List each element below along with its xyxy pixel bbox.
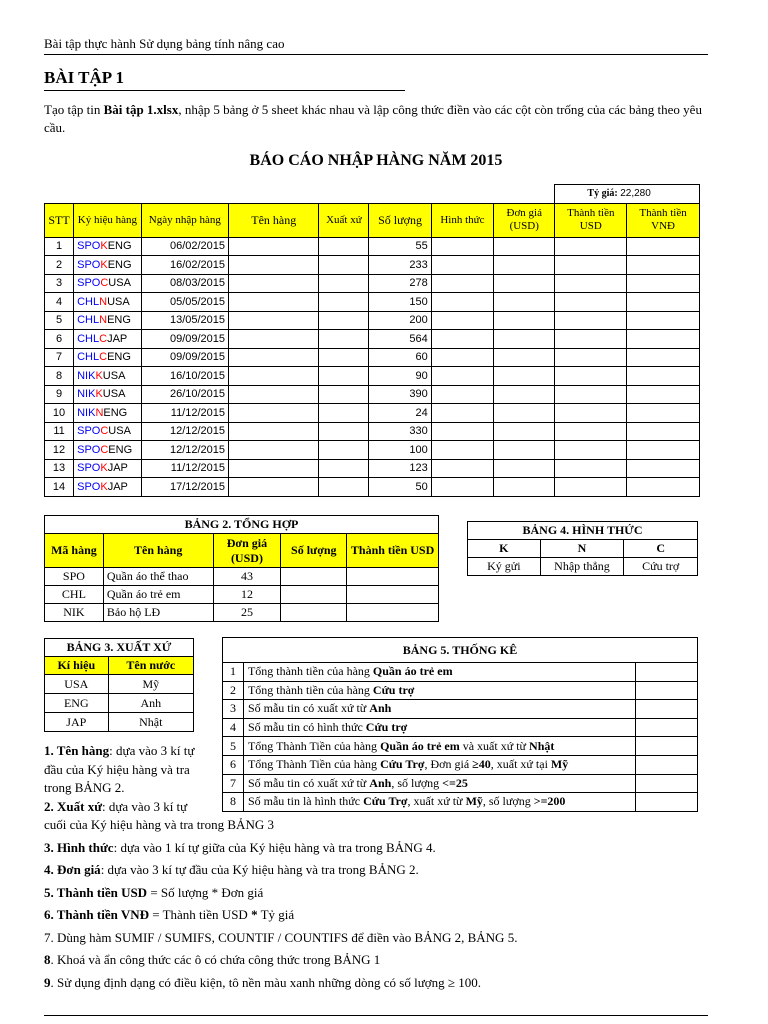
footer-rule: [44, 1015, 708, 1016]
item-name: [229, 311, 319, 330]
quantity: 50: [369, 478, 431, 497]
item-code: SPOKENG: [74, 256, 142, 275]
empty-cell: [494, 293, 555, 312]
stat-description: Tổng Thành Tiền của hàng Quần áo trẻ em và xuất xứ từ Nhật: [243, 737, 635, 756]
note-8: 8. Khoá và ẩn công thức các ô có chứa công thức trong BẢNG 1: [44, 952, 381, 967]
table-row: [45, 311, 700, 330]
item-code: SPOCUSA: [74, 422, 142, 441]
item-code: CHLNUSA: [74, 293, 142, 312]
import-date: 06/02/2015: [141, 237, 228, 256]
stat-description: Tổng Thành Tiền của hàng Cứu Trợ, Đơn giá ≥40, xuất xứ tại Mỹ: [243, 755, 635, 774]
row-stt: 5: [45, 311, 74, 330]
note-9: 9. Sử dụng định dạng có điều kiện, tô nền màu xanh những dòng có số lượng ≥ 100.: [44, 974, 482, 990]
table-row: SPO Quần áo thể thao 43: [45, 568, 439, 586]
empty-cell: [627, 478, 700, 497]
item-name: [229, 441, 319, 460]
origin: [319, 478, 369, 497]
empty-cell: [431, 311, 493, 330]
origin: [319, 385, 369, 404]
empty-cell: [555, 348, 627, 367]
table-row: [45, 367, 700, 386]
note-1: 1. Tên hàng: dựa vào 3 kí tự: [44, 743, 195, 758]
empty-cell: [627, 274, 700, 293]
table-row: ENG Anh: [45, 694, 194, 713]
quantity: 233: [369, 256, 431, 275]
quantity: 100: [369, 441, 431, 460]
item-code: CHLNENG: [74, 311, 142, 330]
table-row: 8 Số mẫu tin là hình thức Cứu Trợ, xuất xứ từ Mỹ, số lượng >=200: [223, 793, 698, 812]
origin: [319, 256, 369, 275]
row-stt: 11: [45, 422, 74, 441]
note-2: 2. Xuất xứ: dựa vào 3 kí tự: [44, 798, 188, 814]
table-row: CHL Quần áo trẻ em 12: [45, 586, 439, 604]
item-name: [229, 348, 319, 367]
table-row: [45, 237, 700, 256]
row-stt: 10: [45, 404, 74, 423]
quantity: 24: [369, 404, 431, 423]
import-date: 08/03/2015: [141, 274, 228, 293]
row-stt: 9: [45, 385, 74, 404]
table-4-title: BẢNG 4. HÌNH THỨC: [468, 522, 698, 540]
stat-value: [636, 663, 698, 682]
item-name: [229, 237, 319, 256]
row-stt: 1: [45, 237, 74, 256]
report-header-row: STT Ký hiệu hàng Ngày nhập hàng Tên hàng Xuất xứ Số lượng Hình thức Đơn giá (USD) Thành tiền USD Thành tiền VNĐ: [45, 203, 700, 237]
import-date: 11/12/2015: [141, 459, 228, 478]
quantity: 123: [369, 459, 431, 478]
item-code: SPOKJAP: [74, 478, 142, 497]
row-stt: 12: [45, 441, 74, 460]
origin: [319, 459, 369, 478]
row-stt: 8: [45, 367, 74, 386]
empty-cell: [431, 348, 493, 367]
origin-table-3: BẢNG 3. XUẤT XỨ Kí hiệu Tên nước USA Mỹ ENG Anh JAP Nhật: [44, 638, 194, 732]
empty-cell: [494, 256, 555, 275]
row-stt: 3: [45, 274, 74, 293]
table-row: [45, 404, 700, 423]
item-name: [229, 385, 319, 404]
empty-cell: [627, 441, 700, 460]
empty-cell: [555, 293, 627, 312]
item-name: [229, 367, 319, 386]
table-row: [45, 385, 700, 404]
empty-cell: [627, 367, 700, 386]
note-3: 3. Hình thức: dựa vào 1 kí tự giữa của Ký hiệu hàng và tra trong BẢNG 4.: [44, 839, 436, 855]
item-code: SPOCENG: [74, 441, 142, 460]
empty-cell: [494, 478, 555, 497]
empty-cell: [431, 404, 493, 423]
table-2-title: BẢNG 2. TỔNG HỢP: [45, 516, 439, 534]
row-stt: 13: [45, 459, 74, 478]
table-5-title: BẢNG 5. THỐNG KÊ: [223, 638, 698, 663]
item-code: SPOKJAP: [74, 459, 142, 478]
origin: [319, 293, 369, 312]
empty-cell: [431, 367, 493, 386]
empty-cell: [494, 385, 555, 404]
origin: [319, 404, 369, 423]
table-row: [45, 293, 700, 312]
import-date: 11/12/2015: [141, 404, 228, 423]
empty-cell: [555, 441, 627, 460]
table-row: [45, 274, 700, 293]
exchange-rate: Tỷ giá: 22,280: [555, 185, 700, 204]
empty-cell: [627, 459, 700, 478]
item-code: CHLCJAP: [74, 330, 142, 349]
empty-cell: [555, 311, 627, 330]
empty-cell: [627, 330, 700, 349]
table-row: 1 Tổng thành tiền của hàng Quần áo trẻ em: [223, 663, 698, 682]
table-row: [45, 422, 700, 441]
empty-cell: [555, 422, 627, 441]
quantity: 90: [369, 367, 431, 386]
empty-cell: [555, 367, 627, 386]
item-name: [229, 274, 319, 293]
note-5: 5. Thành tiền USD = Số lượng * Đơn giá: [44, 884, 264, 900]
import-date: 17/12/2015: [141, 478, 228, 497]
empty-cell: [431, 237, 493, 256]
table-row: 3 Số mẫu tin có xuất xứ từ Anh: [223, 700, 698, 719]
empty-cell: [555, 459, 627, 478]
import-date: 09/09/2015: [141, 348, 228, 367]
empty-cell: [555, 330, 627, 349]
empty-cell: [555, 478, 627, 497]
item-code: NIKNENG: [74, 404, 142, 423]
empty-cell: [627, 348, 700, 367]
report-title: BÁO CÁO NHẬP HÀNG NĂM 2015: [249, 152, 503, 169]
table-row: JAP Nhật: [45, 713, 194, 732]
empty-cell: [555, 256, 627, 275]
item-name: [229, 293, 319, 312]
item-name: [229, 256, 319, 275]
table-row: 5 Tổng Thành Tiền của hàng Quần áo trẻ em và xuất xứ từ Nhật: [223, 737, 698, 756]
empty-cell: [494, 348, 555, 367]
empty-cell: [431, 256, 493, 275]
empty-cell: [431, 422, 493, 441]
item-code: SPOKENG: [74, 237, 142, 256]
title-rule: [44, 90, 405, 91]
empty-cell: [431, 385, 493, 404]
stat-description: Số mẫu tin có hình thức Cứu trợ: [243, 718, 635, 737]
item-name: [229, 330, 319, 349]
exercise-title: BÀI TẬP 1: [44, 68, 124, 87]
origin: [319, 422, 369, 441]
quantity: 200: [369, 311, 431, 330]
stat-description: Số mẫu tin có xuất xứ từ Anh: [243, 700, 635, 719]
empty-cell: [555, 385, 627, 404]
origin: [319, 274, 369, 293]
form-table-4: BẢNG 4. HÌNH THỨC K N C Ký gửi Nhập thẳng Cứu trợ: [467, 521, 698, 576]
empty-cell: [627, 237, 700, 256]
table-row: [45, 441, 700, 460]
quantity: 330: [369, 422, 431, 441]
origin: [319, 330, 369, 349]
summary-table-2: BẢNG 2. TỔNG HỢP Mã hàng Tên hàng Đơn giá (USD) Số lượng Thành tiền USD SPO Quần áo thể thao 43 CHL Quần áo trẻ em 12 NIK Bảo hộ LĐ 25: [44, 515, 439, 622]
import-date: 16/10/2015: [141, 367, 228, 386]
stat-description: Tổng thành tiền của hàng Quần áo trẻ em: [243, 663, 635, 682]
import-date: 16/02/2015: [141, 256, 228, 275]
empty-cell: [431, 274, 493, 293]
import-date: 05/05/2015: [141, 293, 228, 312]
table-row: 2 Tổng thành tiền của hàng Cứu trợ: [223, 681, 698, 700]
stat-description: Số mẫu tin là hình thức Cứu Trợ, xuất xứ từ Mỹ, số lượng >=200: [243, 793, 635, 812]
empty-cell: [494, 459, 555, 478]
empty-cell: [431, 330, 493, 349]
item-code: NIKKUSA: [74, 385, 142, 404]
import-date: 13/05/2015: [141, 311, 228, 330]
empty-cell: [494, 367, 555, 386]
empty-cell: [627, 422, 700, 441]
page-header: Bài tập thực hành Sử dụng bảng tính nâng cao: [44, 36, 285, 51]
empty-cell: [627, 256, 700, 275]
table-row: [45, 330, 700, 349]
origin: [319, 237, 369, 256]
quantity: 390: [369, 385, 431, 404]
origin: [319, 367, 369, 386]
table-row: [45, 459, 700, 478]
row-stt: 7: [45, 348, 74, 367]
empty-cell: [494, 441, 555, 460]
import-date: 26/10/2015: [141, 385, 228, 404]
header-rule: [44, 54, 708, 55]
empty-cell: [431, 478, 493, 497]
note-7: 7. Dùng hàm SUMIF / SUMIFS, COUNTIF / COUNTIFS để điền vào BẢNG 2, BẢNG 5.: [44, 929, 518, 945]
empty-cell: [494, 422, 555, 441]
empty-cell: [494, 311, 555, 330]
import-date: 12/12/2015: [141, 441, 228, 460]
table-row: 4 Số mẫu tin có hình thức Cứu trợ: [223, 718, 698, 737]
empty-cell: [494, 404, 555, 423]
empty-cell: [627, 404, 700, 423]
note-6: 6. Thành tiền VNĐ = Thành tiền USD * Tỷ giá: [44, 907, 295, 922]
note-4: 4. Đơn giá: dựa vào 3 kí tự đầu của Ký hiệu hàng và tra trong BẢNG 2.: [44, 862, 419, 877]
row-stt: 4: [45, 293, 74, 312]
empty-cell: [627, 293, 700, 312]
item-code: NIKKUSA: [74, 367, 142, 386]
stat-description: Tổng thành tiền của hàng Cứu trợ: [243, 681, 635, 700]
row-stt: 14: [45, 478, 74, 497]
empty-cell: [431, 293, 493, 312]
item-name: [229, 478, 319, 497]
table-row: [45, 256, 700, 275]
quantity: 278: [369, 274, 431, 293]
item-name: [229, 404, 319, 423]
item-code: SPOCUSA: [74, 274, 142, 293]
table-row: [45, 478, 700, 497]
table-row: 7 Số mẫu tin có xuất xứ từ Anh, số lượng <=25: [223, 774, 698, 793]
empty-cell: [555, 404, 627, 423]
empty-cell: [494, 237, 555, 256]
stat-description: Số mẫu tin có xuất xứ từ Anh, số lượng <=25: [243, 774, 635, 793]
row-stt: 2: [45, 256, 74, 275]
stat-value: [636, 681, 698, 700]
item-name: [229, 422, 319, 441]
empty-cell: [555, 274, 627, 293]
import-report-table: [44, 184, 700, 497]
origin: [319, 348, 369, 367]
empty-cell: [494, 330, 555, 349]
table-3-title: BẢNG 3. XUẤT XỨ: [45, 639, 194, 657]
empty-cell: [494, 274, 555, 293]
quantity: 60: [369, 348, 431, 367]
item-code: CHLCENG: [74, 348, 142, 367]
quantity: 150: [369, 293, 431, 312]
empty-cell: [431, 441, 493, 460]
exercise-intro: Tạo tập tin Bài tập 1.xlsx, nhập 5 bảng ở 5 sheet khác nhau và lập công thức điền vào các cột còn trống của các bảng theo yêu cầu.: [44, 102, 702, 135]
stat-value: [636, 718, 698, 737]
quantity: 564: [369, 330, 431, 349]
item-name: [229, 459, 319, 478]
origin: [319, 311, 369, 330]
table-row: [45, 348, 700, 367]
empty-cell: [627, 311, 700, 330]
empty-cell: [431, 459, 493, 478]
empty-cell: [627, 385, 700, 404]
instructions: 1. Tên hàng: dựa vào 3 kí tự đầu của Ký hiệu hàng và tra trong BẢNG 2. 2. Xuất xứ: dựa vào 3 kí tự cuối của Ký hiệu hàng và tra trong BẢNG 3 3. Hình thức: dựa vào 1 kí tự giữa của Ký hiệu hàng và tra trong BẢNG 4. 4. Đơn giá: dựa vào 3 kí tự đầu của Ký hiệu hàng và tra trong BẢNG 2. 5. Thành tiền USD = Số lượng * Đơn giá 6. Thành tiền VNĐ = Thành tiền USD * Tỷ giá 7. Dùng hàm SUMIF / SUMIFS, COUNTIF / COUNTIFS để điền vào BẢNG 2, BẢNG 5. 8. Khoá và ẩn công thức các ô có chứa công thức trong BẢNG 1 9. Sử dụng định dạng có điều kiện, tô nền màu xanh những dòng có số lượng ≥ 100.: [44, 742, 714, 992]
table-row: NIK Bảo hộ LĐ 25: [45, 604, 439, 622]
origin: [319, 441, 369, 460]
row-stt: 6: [45, 330, 74, 349]
table-row: 6 Tổng Thành Tiền của hàng Cứu Trợ, Đơn giá ≥40, xuất xứ tại Mỹ: [223, 755, 698, 774]
stat-value: [636, 700, 698, 719]
empty-cell: [555, 237, 627, 256]
import-date: 09/09/2015: [141, 330, 228, 349]
quantity: 55: [369, 237, 431, 256]
table-row: USA Mỹ: [45, 675, 194, 694]
import-date: 12/12/2015: [141, 422, 228, 441]
